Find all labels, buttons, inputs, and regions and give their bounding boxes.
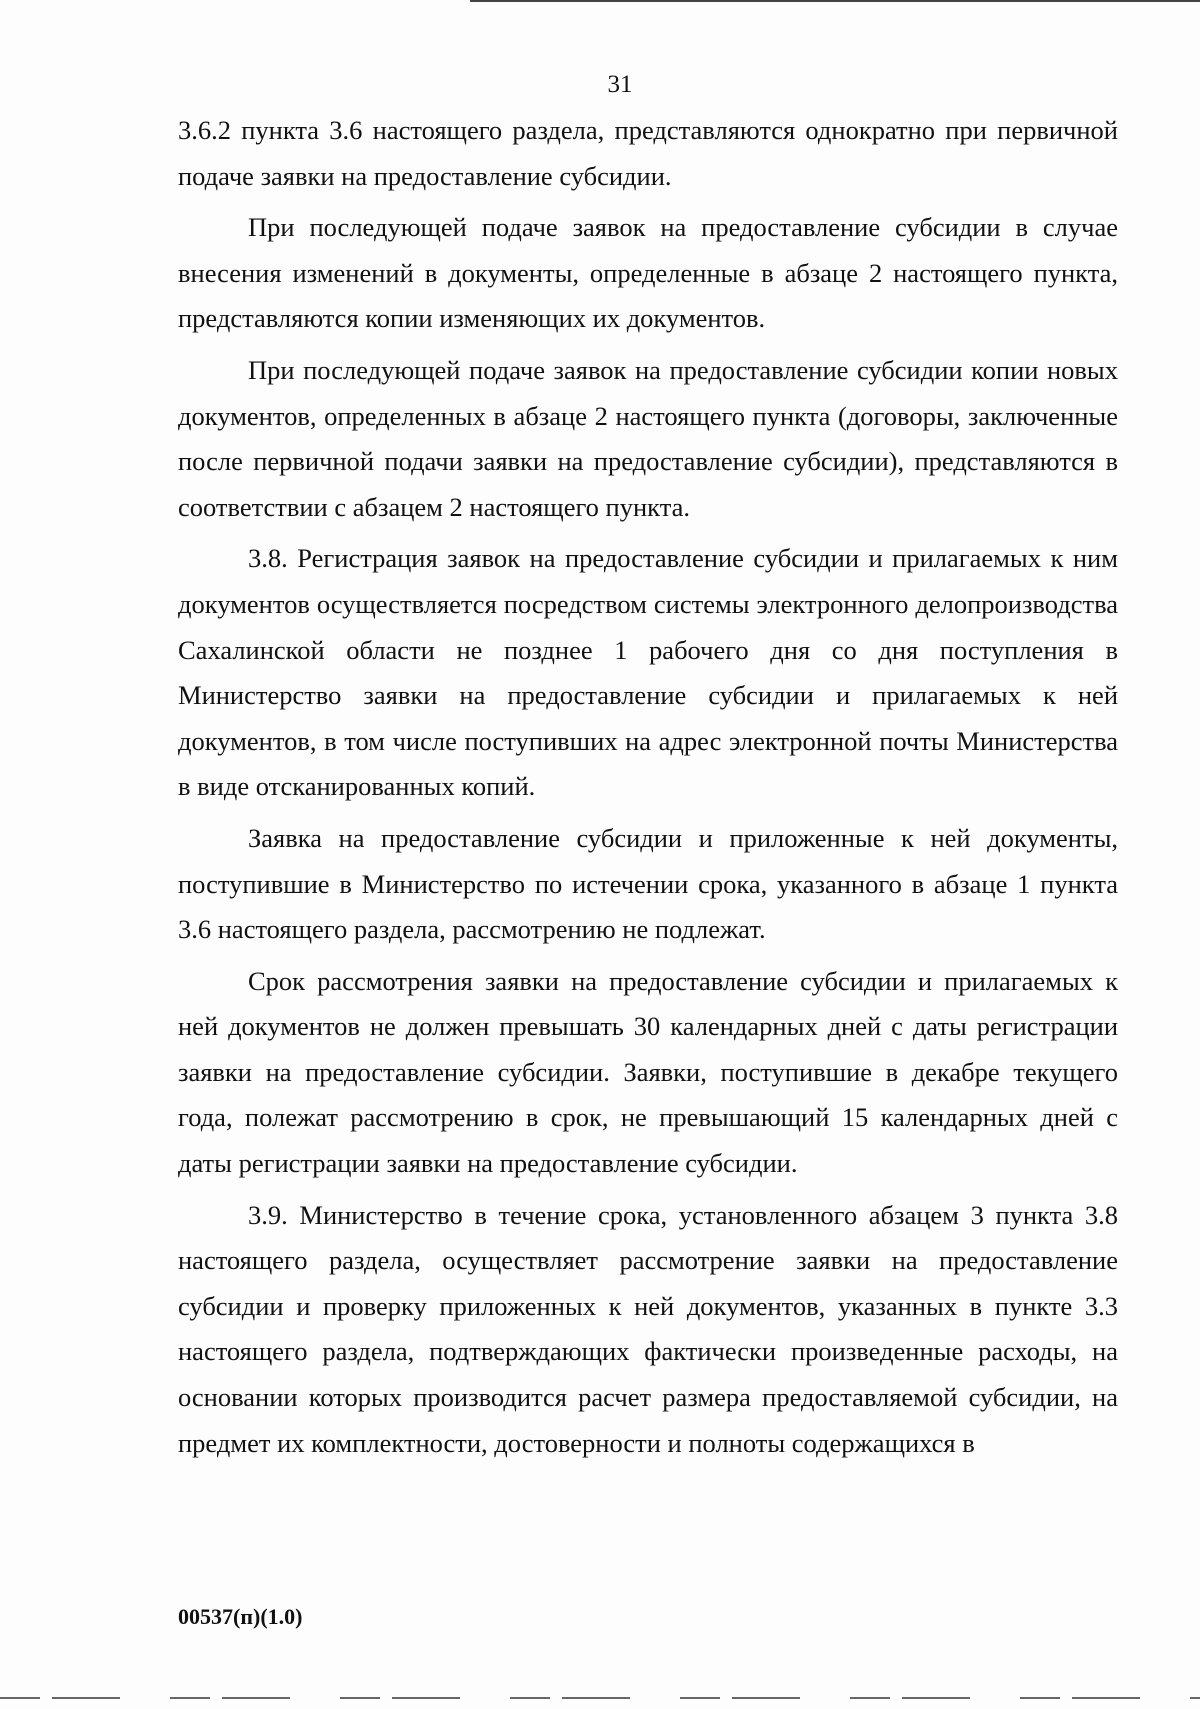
top-scan-rule bbox=[470, 0, 1200, 2]
paragraph-continuation: 3.6.2 пункта 3.6 настоящего раздела, представляются однократно при первичной подаче заявки на предоставление субсидии. bbox=[178, 115, 1118, 191]
paragraph-new-documents: При последующей подаче заявок на предоставление субсидии копии новых документов, определенных в абзаце 2 настоящего пункта (договоры, заключенные после первичной подачи заявки на предоставление субсидии), представляются в соответствии с абзацем 2 настоящего пункта. bbox=[178, 354, 1118, 522]
document-code: 00537(п)(1.0) bbox=[178, 1604, 303, 1629]
paragraph-late-application: Заявка на предоставление субсидии и приложенные к ней документы, поступившие в Министерство по истечении срока, указанного в абзаце 1 пункта 3.6 настоящего раздела, рассмотрению не подлежат. bbox=[178, 822, 1118, 945]
paragraph-3-8-registration: 3.8. Регистрация заявок на предоставление субсидии и прилагаемых к ним документов осуществляется посредством системы электронного делопроизводства Сахалинской области не позднее 1 рабочего дня со дня поступления в Министерство заявки на предоставление субсидии и прилагаемых к ней документов, в том числе поступивших на адрес электронной почты Министерства в виде отсканированных копий. bbox=[178, 543, 1118, 802]
page-number: 31 bbox=[607, 71, 633, 98]
bottom-scan-rule bbox=[0, 1697, 1200, 1699]
paragraph-subsequent-changes: При последующей подаче заявок на предоставление субсидии в случае внесения изменений в документы, определенные в абзаце 2 настоящего пункта, представляются копии изменяющих их документов. bbox=[178, 212, 1118, 334]
document-body bbox=[178, 108, 1118, 1466]
paragraph-review-term: Срок рассмотрения заявки на предоставление субсидии и прилагаемых к ней документов не должен превышать 30 календарных дней с даты регистрации заявки на предоставление субсидии. Заявки, поступившие в декабре текущего года, полежат рассмотрению в срок, не превышающий 15 календарных дней с даты регистрации заявки на предоставление субсидии. bbox=[178, 965, 1118, 1179]
paragraph-3-9-ministry-review: 3.9. Министерство в течение срока, установленного абзацем 3 пункта 3.8 настоящего раздела, осуществляет рассмотрение заявки на предоставление субсидии и проверку приложенных к ней документов, указанных в пункте 3.3 настоящего раздела, подтверждающих фактически произведенные расходы, на основании которых производится расчет размера предоставляемой субсидии, на предмет их комплектности, достоверности и полноты содержащихся в bbox=[178, 1199, 1118, 1458]
